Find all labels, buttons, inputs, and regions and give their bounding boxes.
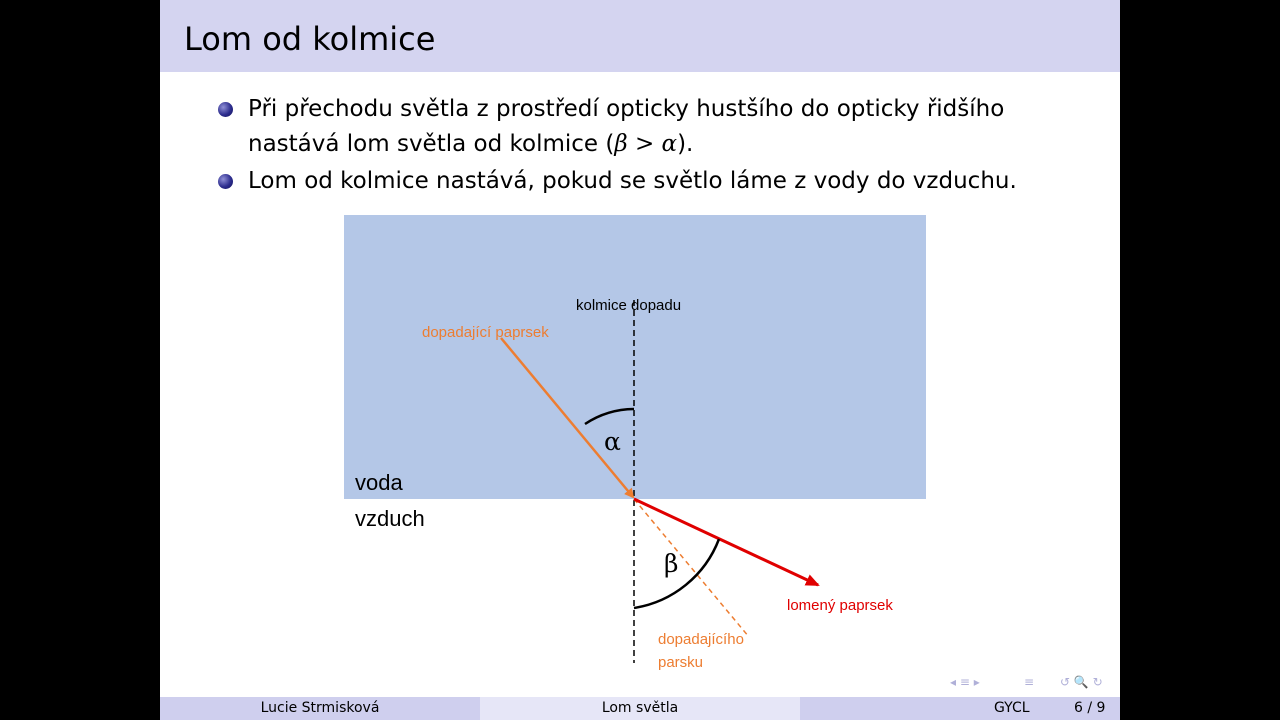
footer-right [800, 697, 1120, 720]
slide-title: Lom od kolmice [184, 20, 436, 58]
normal-label: kolmice dopadu [576, 297, 682, 314]
incident-extension [634, 499, 749, 637]
footer-page-number: 6 / 9 [1074, 700, 1106, 716]
water-area [344, 215, 926, 499]
bullet-item [216, 92, 1096, 162]
refraction-diagram [344, 215, 926, 670]
incident-label: dopadající paprsek [422, 324, 549, 341]
bullet-list [216, 92, 1096, 201]
water-label: voda [355, 470, 403, 495]
bullet-item [216, 164, 1096, 199]
slide-header [160, 0, 1120, 72]
footer-topic: Lom světla [480, 697, 800, 720]
bullet-icon [218, 174, 233, 189]
air-label: vzduch [355, 506, 425, 531]
footer-author: Lucie Strmisková [160, 697, 480, 720]
slide-footer [160, 697, 1120, 720]
footer-institution: GYCL [994, 700, 1030, 716]
beta-label: β [664, 549, 679, 578]
slide [160, 0, 1120, 720]
refracted-label: lomený paprsek [787, 597, 893, 614]
beamer-nav-left-icon[interactable]: ◂ ≡ ▸ [950, 675, 980, 689]
bullet-text: Při přechodu světla z prostředí opticky hustšího do opticky řidšího nastává lom světla od kolmice ( [248, 96, 1005, 157]
bullet-icon [218, 102, 233, 117]
extension-label-line2: parsku [658, 654, 704, 670]
beamer-nav-section-icon[interactable]: ≡ [1024, 675, 1035, 689]
alpha-label: α [604, 427, 621, 456]
extension-label-line1: dopadajícího [658, 631, 744, 648]
bullet-tail: ). [677, 131, 694, 157]
refracted-ray [634, 499, 818, 585]
bullet-text: Lom od kolmice nastává, pokud se světlo láme z vody do vzduchu. [248, 168, 1017, 194]
beamer-nav-search-icon[interactable]: ↺ 🔍 ↻ [1060, 675, 1103, 689]
bullet-math: β > α [614, 131, 678, 157]
